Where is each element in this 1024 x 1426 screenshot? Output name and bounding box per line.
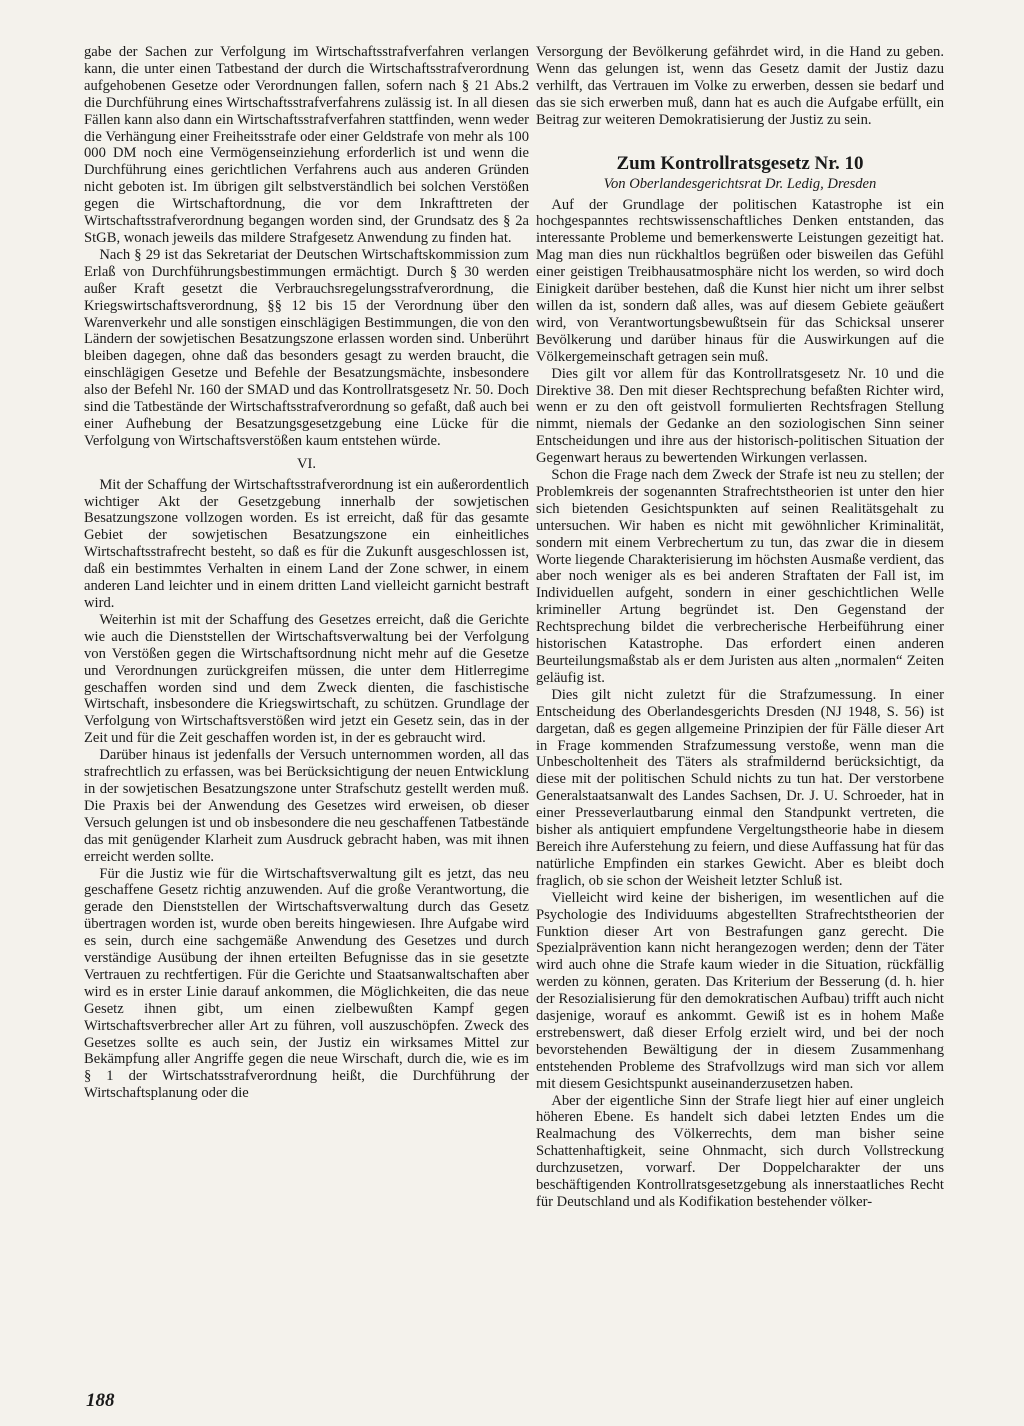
paragraph: Dies gilt nicht zuletzt für die Strafzumessung. In einer Entscheidung des Oberlandesgerichts Dresden (NJ 1948, S. 56) ist dargetan, daß es gegen allgemeine Prinzipien der für Fälle dieser Art in Frage kommenden Strafzumessung verstoße, wenn man die Unbescholtenheit des Täters als strafmildernd berücksichtigt, da diese mit der politischen Schuld nichts zu tun hat. Der verstorbene Generalstaatsanwalt des Landes Sachsen, Dr. J. U. Schroeder, hat in einer Presseverlautbarung einmal den Standpunkt vertreten, die bisher als antiquiert empfundene Vergeltungstheorie habe in diesem Bereich ihre Auferstehung zu feiern, und diese Auffassung hat für das natürliche Empfinden ein starkes Gewicht. Aber es bleibt doch fraglich, ob sie schon der Weisheit letzter Schluß ist. bbox=[536, 686, 944, 889]
paragraph: Schon die Frage nach dem Zweck der Strafe ist neu zu stellen; der Problemkreis der sogenannten Strafrechtstheorien ist unter den hier sich bietenden Gesichtspunkten auf seinen Realitätsgehalt zu untersuchen. Wir haben es nicht mit gewöhnlicher Kriminalität, sondern mit einem Verbrechertum zu tun, das zwar die in diesem Worte liegende Charakterisierung im höchsten Ausmaße verdient, das aber noch weniger als es bei anderen Straftaten der Fall ist, im Individuellen aufgeht, sondern in einer geschichtlichen Welle krimineller Artung begründet ist. Den Gegenstand der Rechtsprechung bildet die verbrecherische Herbeiführung einer historischen Katastrophe. Das erfordert einen anderen Beurteilungsmaßstab als er dem Juristen aus alten „normalen“ Zeiten geläufig ist. bbox=[536, 467, 944, 686]
paragraph: Darüber hinaus ist jedenfalls der Versuch unternommen worden, all das strafrechtlich zu erfassen, was bei Berücksichtigung der neuen Entwicklung in der sowjetischen Besatzungszone unter Strafschutz gestellt werden muß. Die Praxis bei der Anwendung des Gesetzes wird erweisen, ob dieser Versuch gelungen ist und ob insbesondere die neu geschaffenen Tatbestände das mit genügender Klarheit zum Ausdruck gebracht haben, was mit ihnen erreicht werden sollte. bbox=[84, 747, 529, 865]
paragraph: Versorgung der Bevölkerung gefährdet wird, in die Hand zu geben. Wenn das gelungen ist, wenn das Gesetz damit der Justiz dazu verhilft, das Vertrauen im Volke zu erwerben, dessen sie bedarf und das sie sich erwerben muß, dann hat es auch die Aufgabe erfüllt, ein Beitrag zur weiteren Demokratisierung der Justiz zu sein. bbox=[536, 44, 944, 128]
right-column bbox=[536, 44, 944, 1211]
paragraph: Aber der eigentliche Sinn der Strafe liegt hier auf einer ungleich höheren Ebene. Es handelt sich dabei letzten Endes um die Realmachung des Völkerrechts, dem man bisher seine Schattenhaftigkeit, seine Ohnmacht, sich durch Vollstreckung durchzusetzen, vorwarf. Der Doppelcharakter der uns beschäftigenden Kontrollratsgesetzgebung als innerstaatliches Recht für Deutschland und als Kodifikation bestehender völker- bbox=[536, 1092, 944, 1210]
left-column bbox=[84, 44, 529, 1102]
page-number: 188 bbox=[86, 1390, 115, 1411]
section-number: VI. bbox=[296, 455, 317, 472]
paragraph: gabe der Sachen zur Verfolgung im Wirtschaftsstrafverfahren verlangen kann, die unter einen Tatbestand der durch die Wirtschaftsstrafverordnung aufgehobenen Gesetze oder Verordnungen fallen, sofern nach § 21 Abs.2 die Durchführung eines Wirtschaftsstrafverfahrens zulässig ist. In all diesen Fällen kann also dann ein Wirtschaftsstrafverfahren stattfinden, wenn weder die Verhängung einer Freiheitsstrafe oder einer Geldstrafe von mehr als 100 000 DM noch eine Vermögenseinziehung erforderlich ist und wenn die Durchführung eines gerichtlichen Verfahrens auch aus anderen Gründen nicht geboten ist. Im übrigen gilt selbstverständlich bei solchen Verstößen gegen die Wirtschaftordnung, die vor dem Inkrafttreten der Wirtschaftsstrafverordnung begangen worden sind, der Grundsatz des § 2a StGB, wonach jeweils das mildere Strafgesetz Anwendung zu finden hat. bbox=[84, 44, 529, 246]
paragraph: Weiterhin ist mit der Schaffung des Gesetzes erreicht, daß die Gerichte wie auch die Dienststellen der Wirtschaftsverwaltung bei der Verfolgung von Verstößen gegen die Wirtschaftsordnung nicht mehr auf die Gesetze und Verordnungen zurückgreifen müssen, die unter dem Hitlerregime geschaffen worden sind und dem Zweck dienten, die faschistische Wirtschaft, insbesondere die Kriegswirtschaft, zu schützen. Grundlage der Verfolgung von Wirtschaftsverstößen wird jetzt ein Gesetz sein, das in der Zeit und für die Zeit geschaffen worden ist, in der es gebraucht wird. bbox=[84, 611, 529, 747]
paragraph: Auf der Grundlage der politischen Katastrophe ist ein hochgespanntes rechtswissenschaftliches Denken entstanden, das interessante Probleme und bemerkenswerte Leistungen gezeitigt hat. Mag man dies nun rückhaltlos begrüßen oder bisweilen das Gefühl einer geistigen Treibhausatmosphäre nicht los werden, so wird doch Einigkeit darüber bestehen, daß die Kunst hier nicht um ihrer selbst willen da ist, sondern daß alles, was auf diesem Gebiete geäußert wird, von Verantwortungsbewußtsein für das Schicksal unserer Bevölkerung und darüber hinaus für die Auswirkungen auf die Völkergemeinschaft getragen sein muß. bbox=[536, 196, 944, 365]
paragraph: Mit der Schaffung der Wirtschaftsstrafverordnung ist ein außerordentlich wichtiger Akt der Gesetzgebung innerhalb der sowjetischen Besatzungszone vollzogen worden. Es ist erreicht, daß für das gesamte Gebiet der sowjetischen Besatzungszone ein einheitliches Wirtschaftsstrafrecht besteht, so daß es für die Zukunft ausgeschlossen ist, daß ein bestimmtes Verhalten in einem Land der Zone schwer, in einem anderen Land leichter und in einem dritten Land vielleicht garnicht bestraft wird. bbox=[84, 476, 529, 611]
paragraph: Dies gilt vor allem für das Kontrollratsgesetz Nr. 10 und die Direktive 38. Den mit dieser Rechtsprechung befaßten Richter wird, wenn er zu den oft geistvoll formulierten Rechtsfragen Stellung nimmt, niemals der Gedanke an den soziologischen Sinn seiner Entscheidungen und ihre aus der historisch-politischen Situation der Gegenwart heraus zu bewertenden Wirkungen verlassen. bbox=[536, 365, 944, 467]
paragraph: Nach § 29 ist das Sekretariat der Deutschen Wirtschaftskommission zum Erlaß von Durchführungsbestimmungen ermächtigt. Durch § 30 werden außer Kraft gesetzt die Verbrauchsregelungsstrafverordnung, die Kriegswirtschaftsverordnung, §§ 12 bis 15 der Verordnung über den Warenverkehr und alle sonstigen einschlägigen Bestimmungen, die von den Ländern der sowjetischen Besatzungszone erlassen worden sind. Unberührt bleiben dagegen, ohne daß das besonders gesagt zu werden braucht, die einschlägigen Gesetze und Befehle der Besatzungsmächte, insbesondere also der Befehl Nr. 160 der SMAD und das Kontrollratsgesetz Nr. 50. Doch sind die Tatbestände der Wirtschaftsstrafverordnung so gefaßt, daß auch bei einer Aufhebung der Besatzungsgesetzgebung eine Lücke für die Verfolgung von Wirtschaftsverstößen kaum entstehen würde. bbox=[84, 246, 529, 449]
article-title: Zum Kontrollratsgesetz Nr. 10 bbox=[616, 152, 864, 174]
article-author: Von Oberlandesgerichtsrat Dr. Ledig, Dresden bbox=[603, 175, 877, 192]
paragraph: Für die Justiz wie für die Wirtschaftsverwaltung gilt es jetzt, das neu geschaffene Gesetz richtig anzuwenden. Auf die große Verantwortung, die gerade den Dienststellen der Wirtschaftsverwaltung durch das Gesetz übertragen worden ist, wurde oben bereits hingewiesen. Ihre Aufgabe wird es sein, durch eine sachgemäße Anwendung des Gesetzes und durch verständige Ausübung der ihnen erteilten Befugnisse das in sie gesetzte Vertrauen zu rechtfertigen. Für die Gerichte und Staatsanwaltschaften aber wird es in erster Linie darauf ankommen, die Möglichkeiten, die das neue Gesetz ihnen gibt, um einen zielbewußten Kampf gegen Wirtschaftsverbrecher aller Art zu führen, voll auszuschöpfen. Zweck des Gesetzes sollte es auch sein, der Justiz ein wirksames Mittel zur Bekämpfung aller Angriffe gegen die neue Wirschaft, durch die, wie es im § 1 der Wirtschatsstrafverordnung heißt, die Durchführung der Wirtschaftsplanung oder die bbox=[84, 865, 529, 1102]
paragraph: Vielleicht wird keine der bisherigen, im wesentlichen auf die Psychologie des Individuums abgestellten Strafrechtstheorien der Funktion dieser Art von Bestrafungen ganz gerecht. Die Spezialprävention kann nicht herangezogen werden; denn der Täter wird auch ohne die Strafe kaum wieder in die Situation, rückfällig werden zu können, geraten. Das Kriterium der Besserung (d. h. hier der Resozialisierung für den demokratischen Aufbau) trifft auch nicht dasjenige, worauf es ankommt. Gewiß ist es in hohem Maße erstrebenswert, daß dieser Erfolg erzielt wird, und bei der noch bevorstehenden Bewältigung der in diesem Zusammenhang entstehenden Probleme des Strafvollzugs wird man sich vor allem mit diesem Gesichtspunkt auseinanderzusetzen haben. bbox=[536, 889, 944, 1092]
